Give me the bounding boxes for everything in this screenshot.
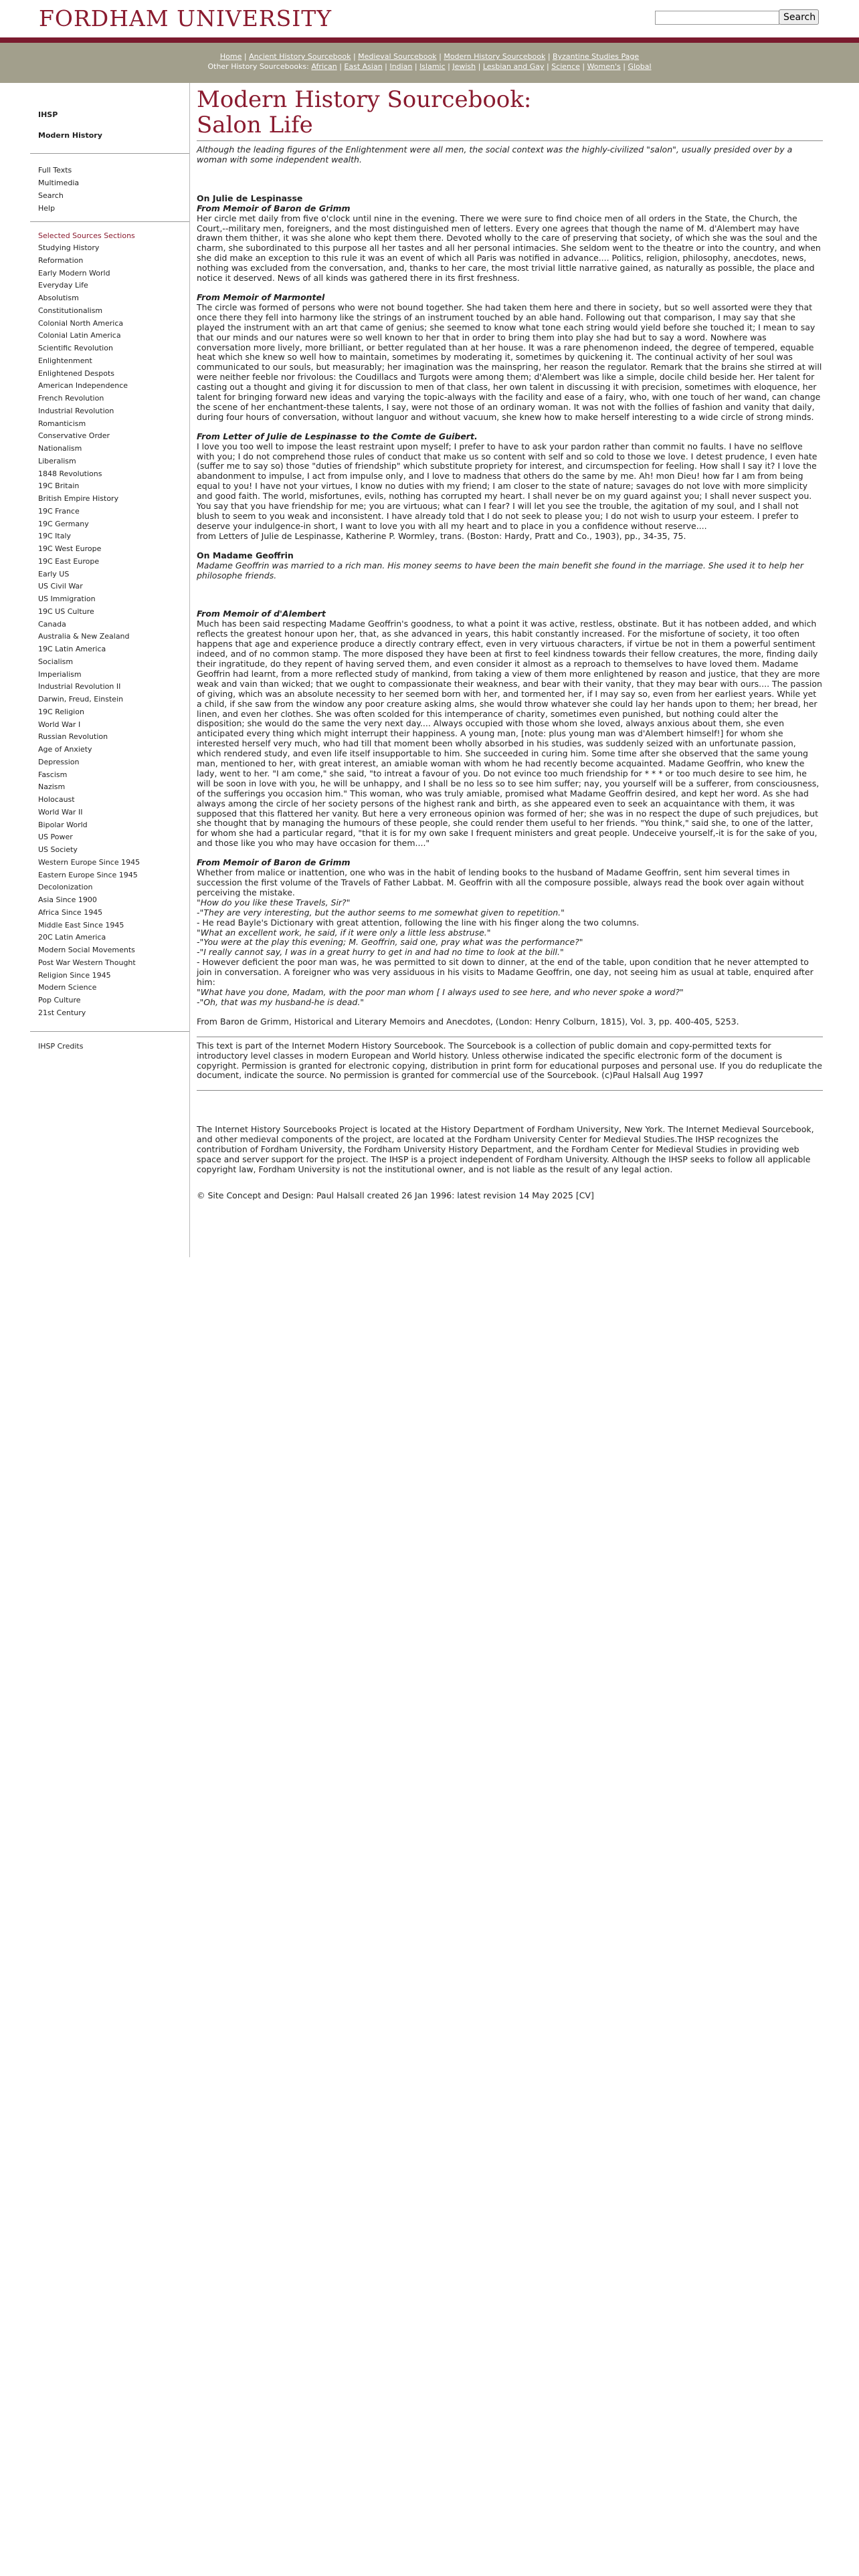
sidebar-item-liberalism[interactable]: Liberalism bbox=[38, 456, 76, 465]
sidebar bbox=[0, 83, 190, 1257]
sidebar-item-us-society[interactable]: US Society bbox=[38, 845, 78, 854]
sidebar-item-colonial-north-america[interactable]: Colonial North America bbox=[38, 318, 124, 328]
dialog-block bbox=[197, 898, 823, 1008]
sidebar-item-depression[interactable]: Depression bbox=[38, 757, 80, 766]
nav-link-science[interactable]: Science bbox=[551, 62, 580, 71]
nav-band bbox=[0, 43, 859, 83]
nav-link-jewish[interactable]: Jewish bbox=[452, 62, 476, 71]
sidebar-item-imperialism[interactable]: Imperialism bbox=[38, 669, 82, 679]
sidebar-item-modern-social-movements[interactable]: Modern Social Movements bbox=[38, 946, 135, 954]
sidebar-item-australia-new-zealand[interactable]: Australia & New Zealand bbox=[38, 632, 130, 641]
sidebar-item-scientific-revolution[interactable]: Scientific Revolution bbox=[38, 344, 113, 352]
sidebar-item-industrial-revolution[interactable]: Industrial Revolution bbox=[38, 406, 114, 415]
sidebar-item-us-immigration[interactable]: US Immigration bbox=[38, 595, 96, 603]
section-heading: On Madame Geoffrin bbox=[197, 550, 294, 560]
nav-link-east-asian[interactable]: East Asian bbox=[344, 62, 383, 71]
sidebar-item-conservative-order[interactable]: Conservative Order bbox=[38, 431, 110, 441]
sidebar-item-19c-us-culture[interactable]: 19C US Culture bbox=[38, 607, 94, 616]
sidebar-item-ihsp-credits[interactable]: IHSP Credits bbox=[38, 1042, 84, 1051]
sidebar-item-19c-britain[interactable]: 19C Britain bbox=[38, 481, 80, 491]
dialog-line: - He read Bayle's Dictionary with great attention, following the line with his finger along the two columns. bbox=[197, 917, 640, 928]
sidebar-item-industrial-revolution-ii[interactable]: Industrial Revolution II bbox=[38, 682, 121, 691]
dialog-line: "How do you like these Travels, Sir?" bbox=[197, 897, 351, 907]
title-divider bbox=[197, 140, 823, 141]
sidebar-item-absolutism[interactable]: Absolutism bbox=[38, 294, 79, 302]
sidebar-item-modern-science[interactable]: Modern Science bbox=[38, 983, 97, 992]
section-text: I love you too well to impose the least restraint upon myself; I prefer to have to ask your pardon rather than commit no faults. I have no selflove with you; I do not comprehend those rules of conduct that make us so content with self and so cold to those we love. I detest prudence, I even hate (suffer me to say so) those "duties of friendship" which substitute propriety for interest, and circumspection for feeling. How shall I say it? I love the abandonment to impulse, I act from impulse only, and I love to madness that others do the same by me. Ah! mon Dieu! how far I am from being equal to you! I have not your virtues, I know no duties with my friend; I am closer to the state of nature; savages do not love with more simplicity and good faith. The world, misfortunes, evils, nothing has corrupted my heart. I shall never be on my guard against you; I shall never suspect you. You say that you have friendship for me; you are virtuous; what can I fear? I will let you see the trouble, the agitation of my soul, and I shall not blush to seem to you weak and inconsistent. I have already told that I do not seek to please you; I do not wish to usurp your esteem. I prefer to deserve your indulgence-in short, I want to love you with all my heart and to place in you a confidence without reserve.... bbox=[197, 441, 818, 531]
sidebar-item-pop-culture[interactable]: Pop Culture bbox=[38, 996, 81, 1004]
page-title: Modern History Sourcebook: Salon Life bbox=[197, 86, 532, 138]
sidebar-item-colonial-latin-america[interactable]: Colonial Latin America bbox=[38, 331, 121, 340]
sidebar-item-romanticism[interactable]: Romanticism bbox=[38, 419, 86, 428]
nav-link-medieval-sourcebook[interactable]: Medieval Sourcebook bbox=[358, 52, 437, 61]
sidebar-item-studying-history[interactable]: Studying History bbox=[38, 243, 100, 252]
source-citation: From Baron de Grimm, Historical and Literary Memoirs and Anecdotes, (London: Henry Colburn, 1815), Vol. 3, pp. 400-405, 5253. bbox=[197, 1016, 739, 1027]
sidebar-item-canada[interactable]: Canada bbox=[38, 619, 66, 629]
section-subheading: From Memoir of d'Alembert bbox=[197, 609, 326, 619]
section-subheading: From Memoir of Marmontel bbox=[197, 292, 325, 302]
ihsp-notice: The Internet History Sourcebooks Project is located at the History Department of Fordham University, New York. The Internet Medieval Sourcebook, and other medieval components of the project, are located at the Fordham University Center for Medieval Studies.The IHSP recognizes the contribution of Fordham University, the Fordham University History Department, and the Fordham Center for Medieval Studies in providing web space and server support for the project. The IHSP is a project independent of Fordham University. Although the IHSP seeks to follow all applicable copyright law, Fordham University is not the institutional owner, and is not liable as the result of any legal action. bbox=[197, 1124, 814, 1174]
sidebar-item-19c-latin-america[interactable]: 19C Latin America bbox=[38, 645, 106, 653]
sidebar-item-religion-since-1945[interactable]: Religion Since 1945 bbox=[38, 970, 111, 980]
sidebar-item-19c-east-europe[interactable]: 19C East Europe bbox=[38, 556, 100, 566]
sidebar-item-modern-history[interactable]: Modern History bbox=[38, 131, 102, 140]
sidebar-item-decolonization[interactable]: Decolonization bbox=[38, 883, 93, 892]
sidebar-item-21st-century[interactable]: 21st Century bbox=[38, 1008, 86, 1017]
nav-link-african[interactable]: African bbox=[311, 62, 337, 71]
sidebar-item-middle-east-since-1945[interactable]: Middle East Since 1945 bbox=[38, 920, 124, 930]
nav-link-byzantine-studies-page[interactable]: Byzantine Studies Page bbox=[553, 52, 640, 61]
sidebar-item-nazism[interactable]: Nazism bbox=[38, 782, 66, 792]
dialog-line: -"They are very interesting, but the author seems to me somewhat given to repetition." bbox=[197, 907, 565, 918]
sidebar-item-19c-france[interactable]: 19C France bbox=[38, 506, 80, 516]
main-content bbox=[197, 87, 823, 1210]
nav-link-home[interactable]: Home bbox=[219, 52, 242, 61]
dialog-line: -"Oh, that was my husband-he is dead." bbox=[197, 996, 365, 1007]
sidebar-item-ihsp[interactable]: IHSP bbox=[38, 110, 58, 119]
divider bbox=[197, 1090, 823, 1091]
sidebar-item-20c-latin-america[interactable]: 20C Latin America bbox=[38, 933, 106, 942]
nav-row-primary: Home | Ancient History Sourcebook | Medieval Sourcebook | Modern History Sourcebook | Byzantine Studies Page bbox=[219, 52, 640, 61]
sidebar-item-africa-since-1945[interactable]: Africa Since 1945 bbox=[38, 907, 103, 917]
section-subheading: From Memoir of Baron de Grimm bbox=[197, 857, 351, 868]
sidebar-sections-heading: Selected Sources Sections bbox=[38, 231, 135, 240]
sidebar-item-full-texts[interactable]: Full Texts bbox=[38, 166, 72, 175]
section-text: The circle was formed of persons who were not bound together. She had taken them here and there in society, but so well assorted were they that once there they fell into harmony like the strings of an instrument touched by an able hand. Following out that comparison, I may say that she played the instrument with an art that came of genius; she seemed to know what tone each string would yield before she touched it; I mean to say that our minds and our natures were so well known to her that in order to bring them into play she had but to say a word. Nowhere was conversation more lively, more brilliant, or better regulated than at her house. It was a rare phenomenon indeed, the degree of tempered, equable heat which she knew so well how to maintain, sometimes by moderating it, sometimes by quickening it. The continual activity of her soul was communicated to our souls, but measurably; her imagination was the mainspring, her reason the regulator. Remark that the brains she stirred at will were neither feeble nor frivolous: the Coudillacs and Turgots were among them; d'Alembert was like a simple, docile child beside her. Her talent for casting out a thought and giving it for discussion to men of that class, her own talent in discussing it with precision, sometimes with eloquence, her talent for bringing forward new ideas and varying the topic-always with the facility and ease of a fairy, who, with one touch of her wand, can change the scene of her enchantment-these talents, I say, were not those of an ordinary woman. It was not with the follies of fashion and vanity that daily, during four hours of conversation, without languor and without vacuum, she knew how to make herself interesting to a wide circle of strong minds. bbox=[197, 302, 822, 422]
sidebar-item-19c-germany[interactable]: 19C Germany bbox=[38, 519, 89, 528]
sidebar-item-socialism[interactable]: Socialism bbox=[38, 657, 74, 666]
nav-row-secondary: Other History Sourcebooks: African | East Asian | Indian | Islamic | Jewish | Lesbian and Gay | Science | Women's | Global bbox=[207, 62, 652, 71]
sidebar-item-british-empire-history[interactable]: British Empire History bbox=[38, 494, 119, 503]
sidebar-item-asia-since-1900[interactable]: Asia Since 1900 bbox=[38, 895, 97, 904]
source-citation: from Letters of Julie de Lespinasse, Katherine P. Wormley, trans. (Boston: Hardy, Pratt and Co., 1903), pp., 34-35, 75. bbox=[197, 530, 686, 541]
sidebar-item-constitutionalism[interactable]: Constitutionalism bbox=[38, 306, 103, 315]
nav-link-modern-history-sourcebook[interactable]: Modern History Sourcebook bbox=[444, 52, 546, 61]
nav-link-islamic[interactable]: Islamic bbox=[419, 62, 446, 71]
sidebar-divider bbox=[30, 153, 189, 154]
site-header bbox=[0, 0, 859, 37]
sidebar-item-enlightenment[interactable]: Enlightenment bbox=[38, 356, 92, 365]
sidebar-item-world-war-i[interactable]: World War I bbox=[38, 720, 81, 729]
search-input[interactable] bbox=[655, 11, 779, 25]
sidebar-item-enlightened-despots[interactable]: Enlightened Despots bbox=[38, 368, 115, 378]
section-text: Her circle met daily from five o'clock until nine in the evening. There we were sure to find choice men of all orders in the State, the Church, the Court,--military men, foreigners, and the most distinguished men of letters. Every one agrees that though the name of M. d'Alembert may have drawn them thither, it was she alone who kept them there. Devoted wholly to the care of preserving that society, of which she was the soul and the charm, she subordinated to this purpose all her tastes and all her personal intimacies. She seldom went to the theatre or into the country, and when she did make an exception to this rule it was an event of which all Paris was notified in advance.... Politics, religion, philosophy, anecdotes, news, nothing was excluded from the conversation, and, thanks to her care, the most trivial little narrative gained, as naturally as possible, the place and notice it deserved. News of all kinds was gathered there in its first freshness. bbox=[197, 213, 821, 284]
sidebar-item-reformation[interactable]: Reformation bbox=[38, 255, 84, 265]
brand-logo[interactable]: FORDHAM UNIVERSITY bbox=[39, 5, 332, 31]
nav-link-women-s[interactable]: Women's bbox=[587, 62, 621, 71]
sidebar-item-age-of-anxiety[interactable]: Age of Anxiety bbox=[38, 745, 92, 754]
dialog-line: -"I really cannot say, I was in a great hurry to get in and had no time to look at the bill." bbox=[197, 947, 564, 958]
sidebar-item-us-power[interactable]: US Power bbox=[38, 833, 73, 842]
sidebar-item-us-civil-war[interactable]: US Civil War bbox=[38, 582, 83, 591]
dialog-line: - However deficient the poor man was, he was permitted to sit down to dinner, at the end of the table, upon condition that he never attempted to join in conversation. A foreigner who was very assiduous in his visits to Madame Geoffrin, one day, not seeing him as usual at table, enquired after him: bbox=[197, 957, 814, 988]
sidebar-item-nationalism[interactable]: Nationalism bbox=[38, 444, 82, 453]
section-text: Whether from malice or inattention, one who was in the habit of lending books to the husband of Madame Geoffrin, sent him several times in succession the first volume of the Travels of Father Labbat. M. Geoffrin with all the composure possible, always read the book over again without perceiving the mistake. bbox=[197, 867, 804, 897]
sidebar-item-fascism[interactable]: Fascism bbox=[38, 770, 68, 779]
copyright-notice: This text is part of the Internet Modern History Sourcebook. The Sourcebook is a collection of public domain and copy-permitted texts for introductory level classes in modern European and World history. Unless otherwise indicated the specific electronic form of the document is copyright. Permission is granted for electronic copying, distribution in print form for educational purposes and personal use. If you do reduplicate the document, indicate the source. No permission is granted for commercial use of the Sourcebook. (c)Paul Halsall Aug 1997 bbox=[197, 1040, 822, 1081]
section-subheading: From Letter of Julie de Lespinasse to the Comte de Guibert. bbox=[197, 431, 478, 441]
sidebar-item-early-us[interactable]: Early US bbox=[38, 569, 70, 578]
search-button[interactable]: Search bbox=[779, 9, 819, 25]
sidebar-item-world-war-ii[interactable]: World War II bbox=[38, 807, 83, 817]
sidebar-item-19c-religion[interactable]: 19C Religion bbox=[38, 707, 84, 716]
dialog-line: "What have you done, Madam, with the poor man whom [ I always used to see here, and who never spoke a word?" bbox=[197, 986, 684, 997]
sidebar-item-french-revolution[interactable]: French Revolution bbox=[38, 394, 104, 403]
sidebar-item-russian-revolution[interactable]: Russian Revolution bbox=[38, 732, 108, 742]
nav-link-indian[interactable]: Indian bbox=[389, 62, 413, 71]
sidebar-divider bbox=[30, 1031, 189, 1032]
sidebar-item-bipolar-world[interactable]: Bipolar World bbox=[38, 820, 88, 829]
sidebar-item-everyday-life[interactable]: Everyday Life bbox=[38, 281, 88, 290]
sidebar-item-19c-west-europe[interactable]: 19C West Europe bbox=[38, 544, 102, 553]
nav-link-ancient-history-sourcebook[interactable]: Ancient History Sourcebook bbox=[249, 52, 351, 61]
sidebar-item-holocaust[interactable]: Holocaust bbox=[38, 795, 75, 804]
sidebar-item-eastern-europe-since-1945[interactable]: Eastern Europe Since 1945 bbox=[38, 870, 138, 879]
sidebar-item-19c-italy[interactable]: 19C Italy bbox=[38, 532, 72, 541]
section-heading: On Julie de Lespinasse bbox=[197, 193, 303, 203]
section-intro: Madame Geoffrin was married to a rich man. His money seems to have been the main benefit she found in the marriage. She used it to help her philosophe friends. bbox=[197, 560, 803, 580]
nav-link-global[interactable]: Global bbox=[628, 62, 652, 71]
nav-row2-label: Other History Sourcebooks: bbox=[207, 62, 309, 71]
sidebar-item-1848-revolutions[interactable]: 1848 Revolutions bbox=[38, 469, 102, 478]
sidebar-item-western-europe-since-1945[interactable]: Western Europe Since 1945 bbox=[38, 857, 140, 867]
header-stripe bbox=[0, 37, 859, 43]
sidebar-item-darwin-freud-einstein[interactable]: Darwin, Freud, Einstein bbox=[38, 695, 124, 704]
site-footer: © Site Concept and Design: Paul Halsall created 26 Jan 1996: latest revision 14 May 2025 [CV] bbox=[197, 1190, 594, 1200]
nav-link-lesbian-and-gay[interactable]: Lesbian and Gay bbox=[482, 62, 545, 71]
dialog-line: -"You were at the play this evening; M. Geoffrin, said one, pray what was the performance?" bbox=[197, 937, 583, 948]
sidebar-item-early-modern-world[interactable]: Early Modern World bbox=[38, 268, 110, 278]
sidebar-item-help[interactable]: Help bbox=[38, 204, 56, 213]
dialog-line: "What an excellent work, he said, if it were only a little less abstruse." bbox=[197, 927, 491, 938]
section-subheading: From Memoir of Baron de Grimm bbox=[197, 203, 351, 213]
sidebar-item-post-war-western-thought[interactable]: Post War Western Thought bbox=[38, 958, 136, 967]
section-text: Much has been said respecting Madame Geoffrin's goodness, to what a point it was active, restless, obstinate. But it has notbeen added, and which reflects the greatest honour upon her, that, as she advanced in years, this habit constantly increased. For the misfortune of society, it too often happens that age and experience produce a directly contrary effect, even in very virtuous characters, if virtue be not in them a powerful sentiment indeed, and of no common stamp. The more disposed they have been at first to feel kindness towards their fellow creatures, the more, finding daily their ingratitude, do they repent of having served them, and even consider it almost as a reproach to themselves to have loved them. Madame Geoffrin had learnt, from a more reflected study of mankind, from taking a view of them more enlightened by reason and justice, that they are more weak and vain than wicked; that we ought to compassionate their weakness, and bear with their vanity, that they may bear with ours.... The passion of giving, which was an absolute necessity to her seemed born with her, and tormented her, if I may say so, even from her earliest years. While yet a child, if she saw from the window any poor creature asking alms, she would throw whatever she could lay her hands upon to them; her bread, her linen, and even her clothes. She was often scolded for this intemperance of charity, sometimes even punished, but nothing could alter the disposition; she would do the same the very next day.... Always occupied with those whom she loved, always anxious about them, she even anticipated every thing which might interrupt their happiness. A young man, [note: plus young man was d'Alembert himself!] for whom she interested herself very much, who had till that moment been wholly absorbed in his studies, was suddenly seized with an unfortunate passion, which rendered study, and even life itself insupportable to him. She succeeded in curing him. Some time after she observed that the same young man, mentioned to her, with great interest, an amiable woman with whom he had recently become acquainted. Madame Geoffrin, who knew the lady, went to her. "I am come," she said, "to intreat a favour of you. Do not evince too much friendship for * * * or too much desire to see him, he will be soon in love with you, he will be unhappy, and I shall be no less so to see him suffer; nay, you yourself will be a sufferer, from consciousness, of the sufferings you occasion him." This woman, who was truly amiable, promised what Madame Geoffrin desired, and kept her word. As she had always among the circle of her society persons of the highest rank and birth, as she appeared even to seek an acquaintance with them, it was supposed that this flattered her vanity. But here a very erroneous opinion was formed of her; she was in no respect the dupe of such prejudices, but she thought that by managing the humours of these people, she could render them useful to her friends. "You think," said she, to one of the latter, for whom she had a particular regard, "that it is for my own sake I frequent ministers and great people. Undeceive yourself,-it is for the sake of you, and those like you who may have occasion for them...." bbox=[197, 619, 822, 849]
sidebar-item-multimedia[interactable]: Multimedia bbox=[38, 179, 80, 187]
sidebar-item-search[interactable]: Search bbox=[38, 191, 64, 200]
sidebar-divider bbox=[30, 221, 189, 222]
intro-text: Although the leading figures of the Enlightenment were all men, the social context was the highly-civilized "salon", usually presided over by a woman with some independent wealth. bbox=[197, 144, 793, 165]
sidebar-item-american-independence[interactable]: American Independence bbox=[38, 381, 128, 391]
